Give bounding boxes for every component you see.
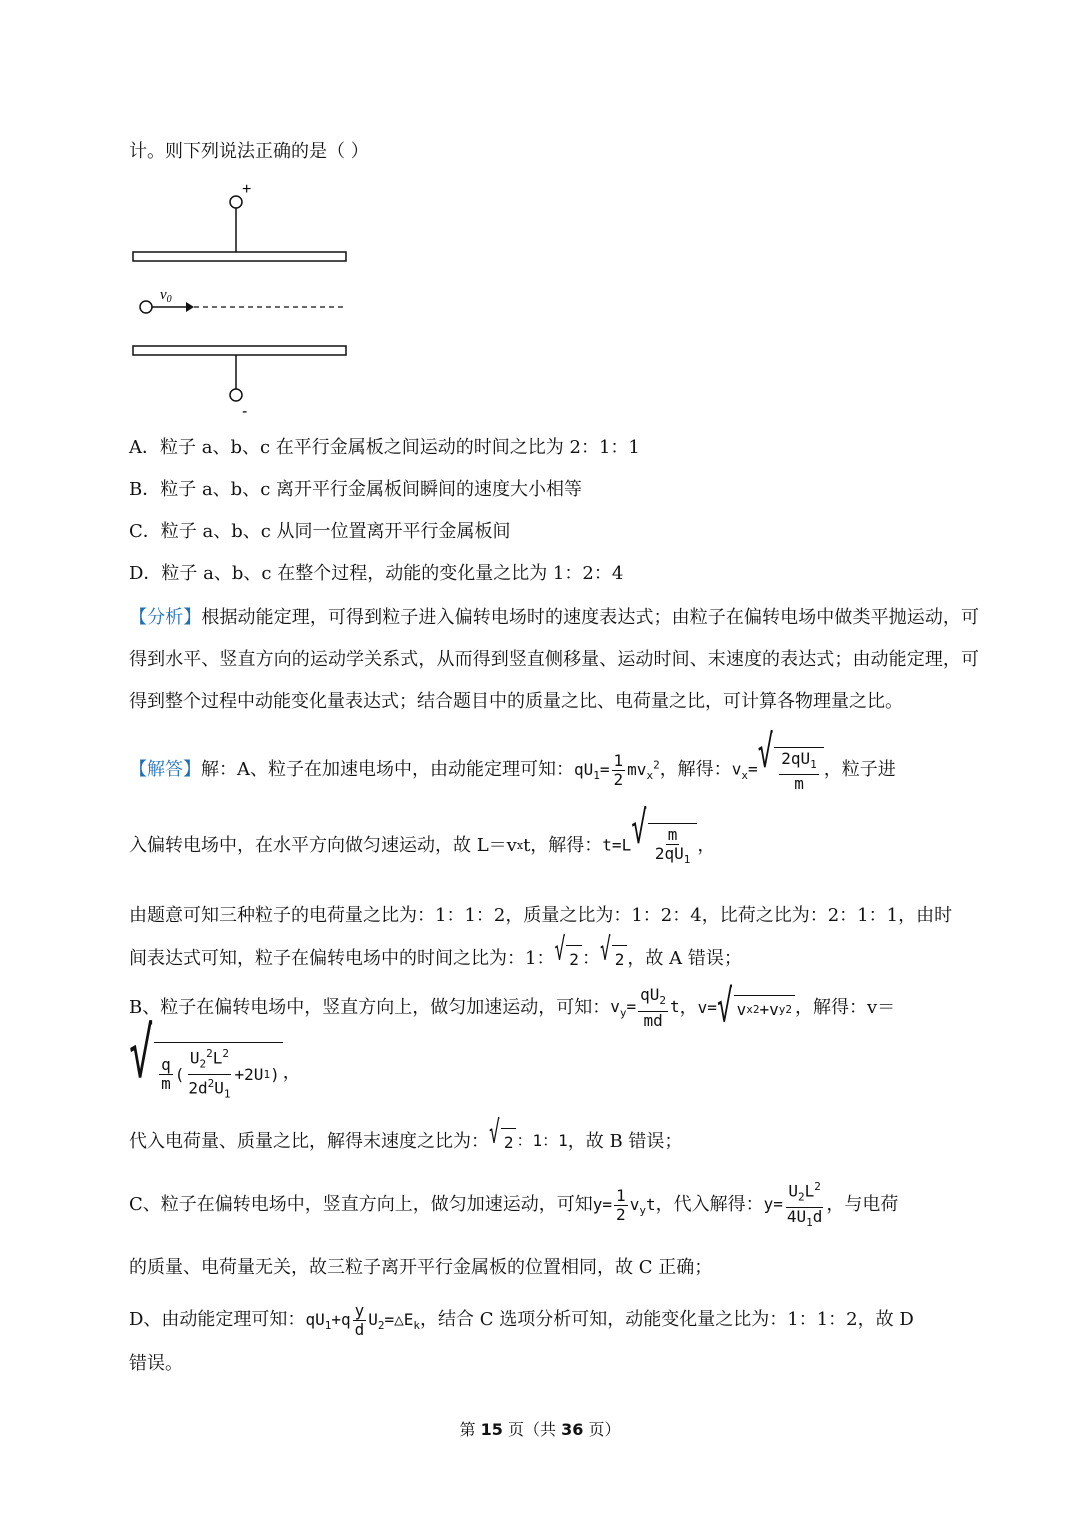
solution-line-10: D、由动能定理可知： $qU_1+q$ $\frac{y}{d}$ $U_2=\triangle E_k$ ，结合 C 选项分析可知，动能变化量之比为：1：1：2，故 D bbox=[129, 1300, 914, 1339]
minus-label: - bbox=[242, 403, 248, 418]
formula-vx: $v_x=$ √ $\frac{2qU_1}{m}$ bbox=[732, 747, 824, 793]
negative-terminal bbox=[230, 389, 242, 401]
formula-energy-accel: $qU_1=$ $\frac{1}{2}$ $mv_x^2$ bbox=[574, 750, 660, 789]
solution-tag: 【解答】 bbox=[129, 759, 201, 780]
formula-v-magnitude: v= √ v x 2 + v y 2 bbox=[698, 995, 795, 1022]
formula-speed-ratio: √ 2 ：1：1 bbox=[489, 1128, 568, 1155]
solution-line-8: C、粒子在偏转电场中，竖直方向上，做匀加速运动，可知 y= $\frac{1}{2}$ $v_yt$ ，代入解得： y= $\frac{U_2L^2}{4U_1d}$ ，与电荷 bbox=[129, 1180, 898, 1230]
solution-line-3: 由题意可知三种粒子的电荷量之比为：1：1：2，质量之比为：1：2：4，比荷之比为：2：1：1，由时 bbox=[129, 905, 953, 926]
top-plate bbox=[133, 252, 346, 261]
positive-terminal bbox=[230, 196, 242, 208]
formula-sqrt2-b: √ 2 bbox=[600, 945, 627, 972]
option-c: C．粒子 a、b、c 从同一位置离开平行金属板间 bbox=[129, 521, 511, 542]
page-total: 36 bbox=[561, 1420, 584, 1439]
formula-y-result: y= $\frac{U_2L^2}{4U_1d}$ bbox=[763, 1180, 823, 1229]
solution-line-4: 间表达式可知，粒子在偏转电场中的时间之比为：1： √ 2 ： √ 2 ，故 A 错误； bbox=[129, 945, 742, 972]
analysis-text: 根据动能定理，可得到粒子进入偏转电场时的速度表达式；由粒子在偏转电场中做类平抛运动，可得到水平、竖直方向的运动学关系式，从而得到竖直侧移量、运动时间、末速度的表达式；由动能定理，可得到整个过程中动能变化量表达式；结合题目中的质量之比、电荷量之比，可计算各物理量之比。 bbox=[129, 607, 980, 712]
parallel-plate-figure bbox=[128, 178, 353, 418]
formula-y-displacement: y= $\frac{1}{2}$ $v_yt$ bbox=[592, 1185, 656, 1224]
formula-time: t=L √ $\frac{m}{2qU_1}$ bbox=[602, 823, 697, 869]
arrowhead-icon bbox=[186, 302, 194, 312]
solution-line-1 bbox=[129, 727, 896, 795]
analysis-tag: 【分析】 bbox=[129, 607, 202, 628]
solution-text-1b: ，解得： bbox=[659, 759, 732, 780]
v0-label: $v_0$ bbox=[160, 287, 172, 305]
bottom-plate bbox=[133, 346, 346, 355]
option-a: A．粒子 a、b、c 在平行金属板之间运动的时间之比为 2：1：1 bbox=[129, 437, 640, 458]
formula-sqrt2-a: √ 2 bbox=[554, 945, 581, 972]
formula-vy: $v_y=$ $\frac{qU_2}{md}$ t bbox=[610, 985, 680, 1030]
intro-text: 计。则下列说法正确的是（ ） bbox=[129, 141, 369, 162]
formula-v-result: √ $\frac{q}{m}$ ( $\frac{U_2^2L^2}{2d^2U_1}$ +2U 1 ) bbox=[129, 1042, 283, 1103]
solution-line-11: 错误。 bbox=[129, 1353, 183, 1374]
solution-line-5: B、粒子在偏转电场中，竖直方向上，做匀加速运动，可知： $v_y=$ $\frac{qU_2}{md}$ t ， v= √ v x 2 + v y 2 ，解得：v＝ bbox=[129, 981, 896, 1033]
solution-line-9: 的质量、电荷量无关，故三粒子离开平行金属板的位置相同，故 C 正确； bbox=[129, 1257, 713, 1278]
option-d: D．粒子 a、b、c 在整个过程，动能的变化量之比为 1：2：4 bbox=[129, 563, 624, 584]
solution-line-6: √ $\frac{q}{m}$ ( $\frac{U_2^2L^2}{2d^2U_1}$ +2U 1 ) ， bbox=[129, 1035, 301, 1111]
page-footer: 第 15 页（共 36 页） bbox=[459, 1420, 621, 1439]
formula-energy-change: $qU_1+q$ $\frac{y}{d}$ $U_2=\triangle E_k$ bbox=[305, 1300, 421, 1339]
particle-source bbox=[140, 301, 152, 313]
solution-text-1a: 解：A、粒子在加速电场中，由动能定理可知： bbox=[201, 759, 574, 780]
page-number: 15 bbox=[480, 1420, 503, 1439]
solution-line-2: 入偏转电场中，在水平方向做匀速运动，故 L＝v x t，解得： t=L √ $\frac{m}{2qU_1}$ ， bbox=[129, 820, 715, 872]
analysis-paragraph bbox=[129, 597, 979, 723]
solution-line-7: 代入电荷量、质量之比，解得末速度之比为： √ 2 ：1：1 ，故 B 错误； bbox=[129, 1128, 682, 1155]
plus-label: + bbox=[242, 181, 252, 198]
option-b: B．粒子 a、b、c 离开平行金属板间瞬间的速度大小相等 bbox=[129, 479, 583, 500]
solution-text-1c: ，粒子进 bbox=[823, 759, 896, 780]
